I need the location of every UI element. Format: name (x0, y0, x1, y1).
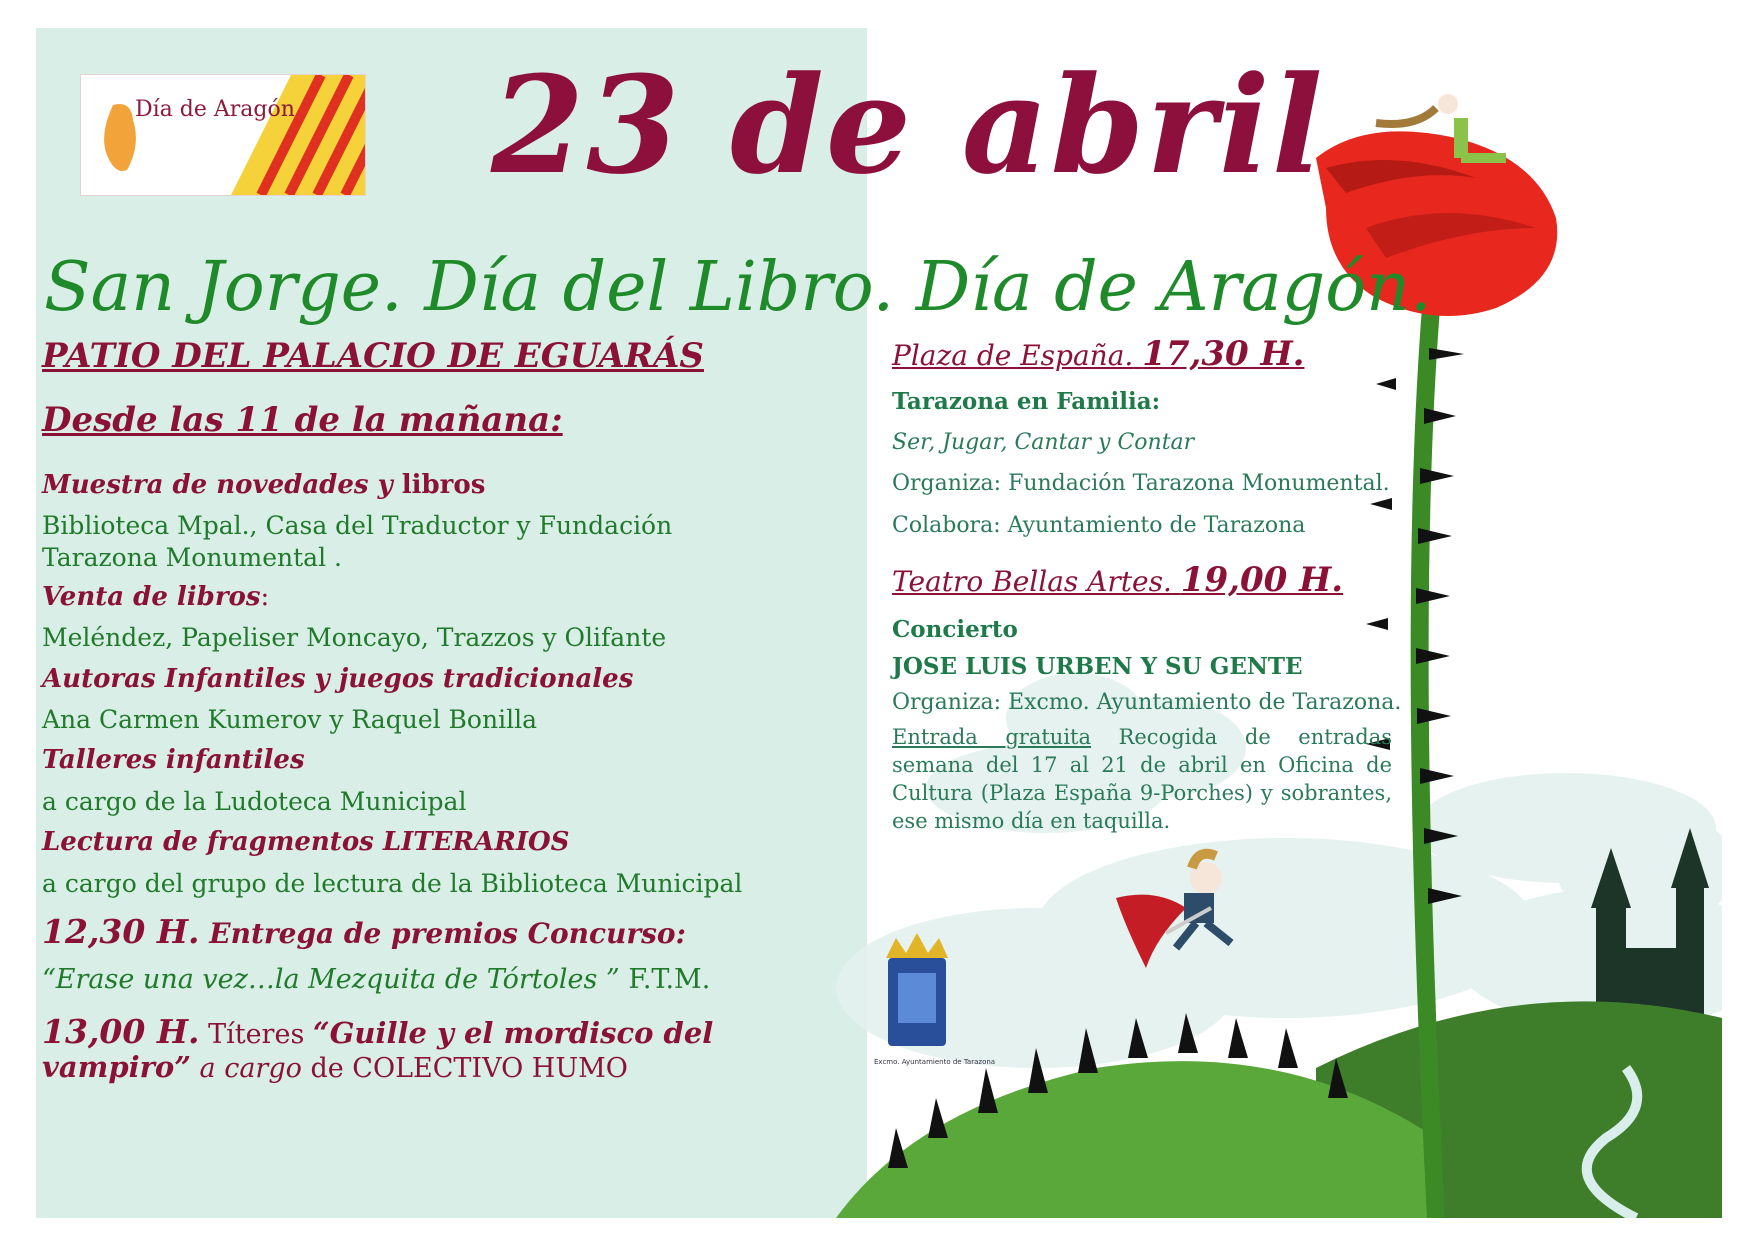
family-organizer: Organiza: Fundación Tarazona Monumental. (892, 471, 1390, 496)
concert-organizer: Organiza: Excmo. Ayuntamiento de Tarazona. (892, 690, 1402, 715)
puppet-event: 13,00 H. Títeres “Guille y el mordisco del (42, 1012, 714, 1051)
seal-caption: Excmo. Ayuntamiento de Tarazona (874, 1058, 996, 1066)
award-contest: “Erase una vez…la Mezquita de Tórtoles ” F.T.M. (42, 964, 711, 995)
item-text: Ana Carmen Kumerov y Raquel Bonilla (42, 705, 537, 734)
award-title: Entrega de premios Concurso: (199, 917, 686, 950)
family-subtitle: Ser, Jugar, Cantar y Contar (892, 430, 1195, 455)
concert-performer: JOSE LUIS URBEN Y SU GENTE (892, 653, 1303, 680)
rose-stem (1420, 308, 1436, 1218)
start-time-title: Desde las 11 de la mañana: (42, 400, 563, 440)
item-heading: Talleres infantiles (42, 745, 305, 775)
municipal-seal (886, 933, 948, 1046)
venue-title: PATIO DEL PALACIO DE EGUARÁS (42, 336, 704, 376)
plaza-heading: Plaza de España. 17,30 H. (892, 334, 1305, 374)
poster (36, 28, 1722, 1218)
logo-text: Día de Aragón (135, 97, 295, 122)
item-heading: Autoras Infantiles y juegos tradicionales (42, 664, 634, 694)
event-date: 23 de abril (491, 46, 1325, 204)
item-text: a cargo de la Ludoteca Municipal (42, 787, 467, 816)
puppet-event-cont: vampiro” a cargo de COLECTIVO HUMO (42, 1050, 628, 1084)
ticket-info: Entrada gratuita Recogida de entradas semana del 17 al 21 de abril en Oficina de Cultura (Plaza España 9-Porches) y sobrantes, ese mismo día en taquilla. (892, 725, 1392, 833)
concert-heading: Concierto (892, 616, 1018, 643)
family-heading: Tarazona en Familia: (892, 388, 1161, 415)
aragon-flag-graphic (81, 75, 365, 195)
dia-de-aragon-logo (80, 74, 366, 196)
family-collaborator: Colabora: Ayuntamiento de Tarazona (892, 513, 1306, 538)
item-text: a cargo del grupo de lectura de la Biblioteca Municipal (42, 869, 743, 898)
item-heading: Muestra de novedades y libros (42, 470, 486, 500)
theatre-heading: Teatro Bellas Artes. 19,00 H. (892, 560, 1344, 600)
item-text: Meléndez, Papeliser Moncayo, Trazzos y Olifante (42, 623, 667, 652)
event-subtitle: San Jorge. Día del Libro. Día de Aragón. (44, 248, 1432, 327)
free-entry-note: Entrada gratuita (892, 725, 1092, 749)
item-heading: Venta de libros: (42, 582, 270, 612)
award-time: 12,30 H. (42, 912, 200, 951)
item-text: Biblioteca Mpal., Casa del Traductor y Fundación Tarazona Monumental . (42, 511, 673, 572)
award-event (42, 912, 686, 951)
puppet-time: 13,00 H. (42, 1012, 200, 1051)
item-heading: Lectura de fragmentos LITERARIOS (42, 827, 570, 857)
